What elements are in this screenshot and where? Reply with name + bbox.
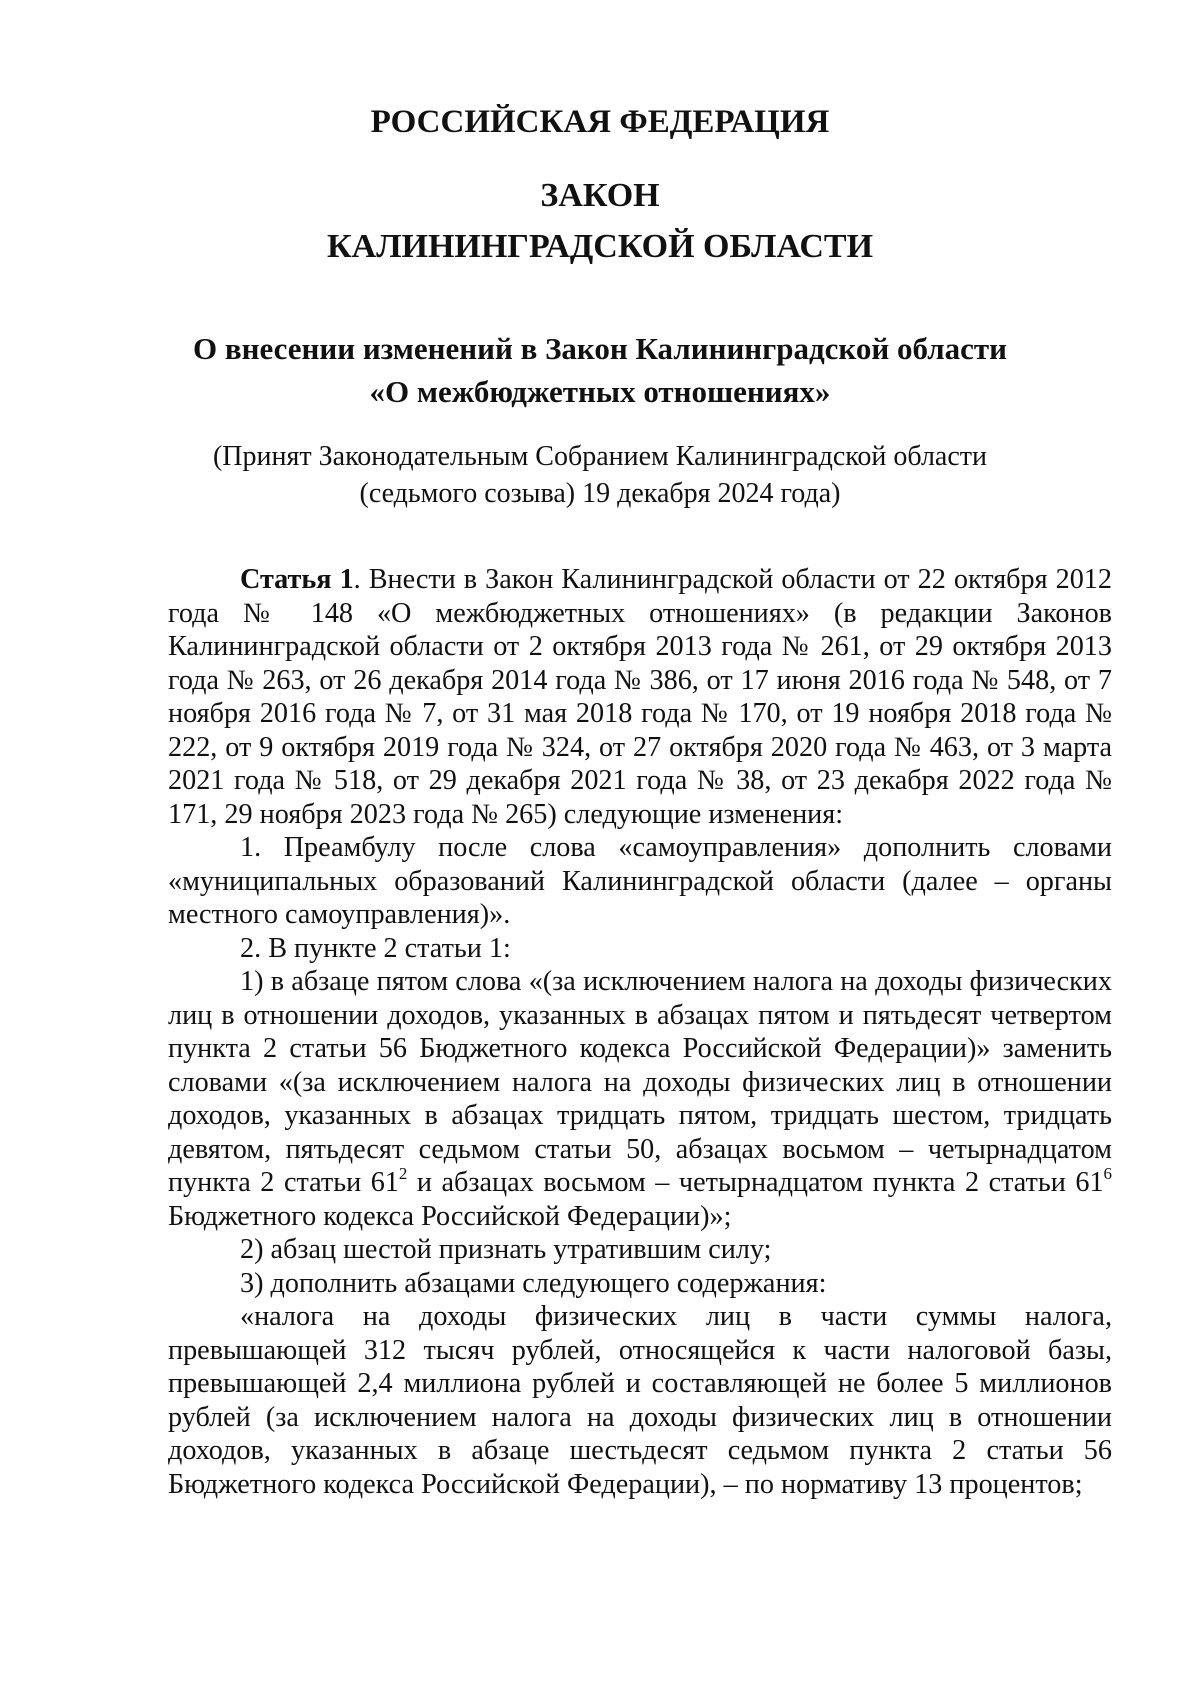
- law-title-line1: О внесении изменений в Закон Калининградской области: [193, 331, 1007, 366]
- superscript-6: 6: [1103, 1164, 1112, 1184]
- item-1-paragraph: 1. Преамбулу после слова «самоуправления» дополнить словами «муниципальных образований Калининградской области (далее – органы местного самоуправления)».: [168, 832, 1112, 930]
- law-heading-line1: ЗАКОН: [540, 177, 660, 214]
- subitem-1-text-a: 1) в абзаце пятом слова «(за исключением налога на доходы физических лиц в отношении доходов, указанных в абзацах пятом и пятьдесят четвертом пункта 2 статьи 56 Бюджетного кодекса Российской Федерации)» заменить словами «(за исключением налога на доходы физических лиц в отношении доходов, указанных в абзацах тридцать пятом, тридцать шестом, тридцать девятом, пятьдесят седьмом статьи 50, абзацах восьмом – четырнадцатом пункта 2 статьи 61: [168, 966, 1112, 1198]
- law-title-line2: «О межбюджетных отношениях»: [369, 373, 831, 409]
- subitem-3-paragraph: 3) дополнить абзацами следующего содержания:: [240, 1267, 827, 1299]
- law-heading: [0, 170, 1200, 272]
- adoption-note: [0, 438, 1200, 512]
- law-body: [168, 563, 1112, 1501]
- subitem-1-text-b: и абзацах восьмом – четырнадцатом пункта 2 статьи 61: [407, 1167, 1104, 1198]
- adoption-note-line1: (Принят Законодательным Собранием Калининградской области: [212, 441, 988, 472]
- article-intro-paragraph: [168, 563, 1112, 831]
- item-2-paragraph: 2. В пункте 2 статьи 1:: [240, 932, 511, 964]
- adoption-note-line2: (седьмого созыва) 19 декабря 2024 года): [359, 478, 841, 510]
- country-heading: РОССИЙСКАЯ ФЕДЕРАЦИЯ: [370, 104, 830, 140]
- article-intro-text: . Внести в Закон Калининградской области от 22 октября 2012 года № 148 «О межбюджетных отношениях» (в редакции Законов Калининградской области от 2 октября 2013 года № 261, от 29 октября 2013 года № 263, от 26 декабря 2014 года № 386, от 17 июня 2016 года № 548, от 7 ноября 2016 года № 7, от 31 мая 2018 года № 170, от 19 ноября 2018 года № 222, от 9 октября 2019 года № 324, от 27 октября 2020 года № 463, от 3 марта 2021 года № 518, от 29 декабря 2021 года № 38, от 23 декабря 2022 года № 171, 29 ноября 2023 года № 265) следующие изменения:: [168, 564, 1112, 830]
- superscript-2: 2: [398, 1164, 408, 1184]
- law-title: [0, 328, 1200, 414]
- subitem-1-text-c: Бюджетного кодекса Российской Федерации)»;: [168, 1200, 732, 1232]
- subitem-2-paragraph: 2) абзац шестой признать утратившим силу;: [240, 1234, 772, 1265]
- subitem-1-paragraph: [168, 965, 1112, 1233]
- law-heading-line2: КАЛИНИНГРАДСКОЙ ОБЛАСТИ: [326, 228, 874, 265]
- article-label: Статья 1: [240, 564, 354, 595]
- quoted-paragraph: «налога на доходы физических лиц в части суммы налога, превышающей 312 тысяч рублей, относящейся к части налоговой базы, превышающей 2,4 миллиона рублей и составляющей не более 5 миллионов рублей (за исключением налога на доходы физических лиц в отношении доходов, указанных в абзаце шестьдесят седьмом пункта 2 статьи 56 Бюджетного кодекса Российской Федерации), – по нормативу 13 процентов;: [168, 1301, 1112, 1500]
